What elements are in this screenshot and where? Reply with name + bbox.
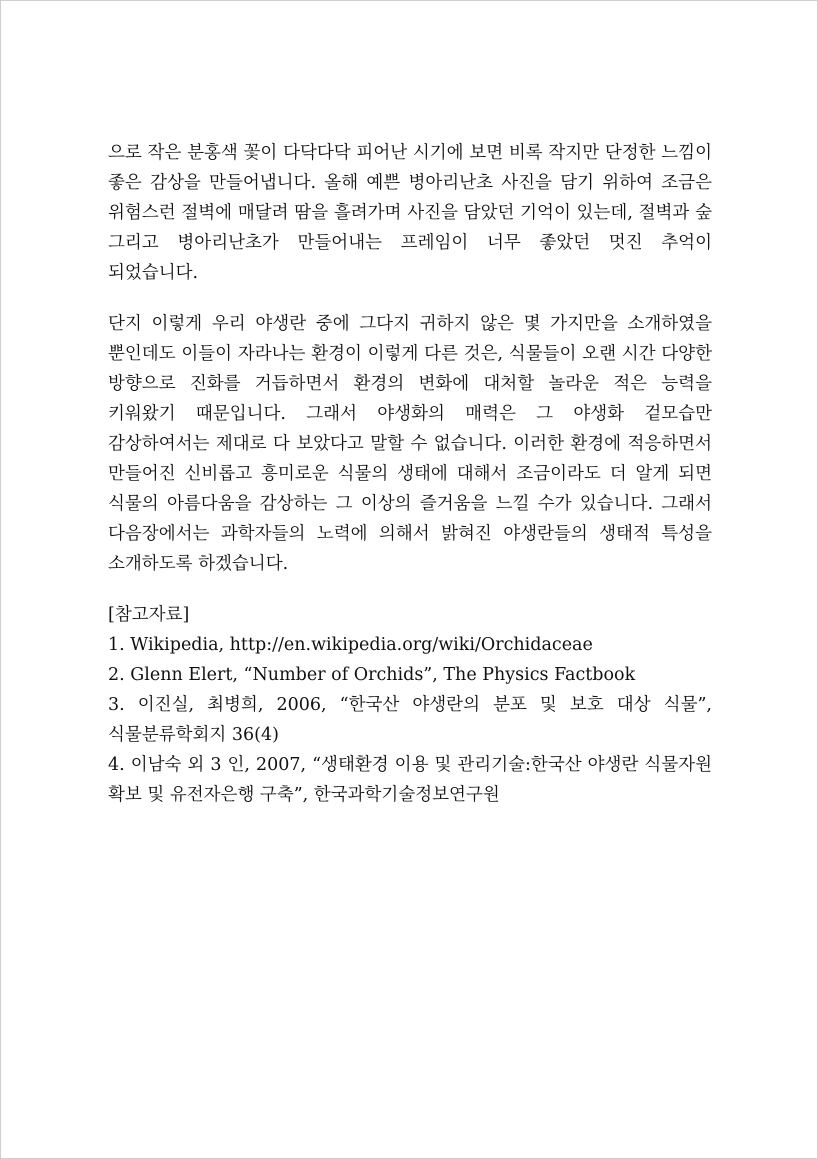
document-body — [108, 138, 712, 810]
paragraph-1: 으로 작은 분홍색 꽃이 다닥다닥 피어난 시기에 보면 비록 작지만 단정한 느낌이 좋은 감상을 만들어냅니다. 올해 예쁜 병아리난초 사진을 담기 위하여 조금은 위험스런 절벽에 매달려 땀을 흘려가며 사진을 담았던 기억이 있는데, 절벽과 숲 그리고 병아리난초가 만들어내는 프레임이 너무 좋았던 멋진 추억이 되었습니다. — [108, 143, 712, 283]
reference-item: 1. Wikipedia, http://en.wikipedia.org/wiki/Orchidaceae — [108, 635, 593, 655]
reference-item: 4. 이남숙 외 3 인, 2007, “생태환경 이용 및 관리기술:한국산 야생란 식물자원 확보 및 유전자은행 구축”, 한국과학기술정보연구원 — [108, 755, 712, 805]
reference-item: 3. 이진실, 최병희, 2006, “한국산 야생란의 분포 및 보호 대상 식물”, 식물분류학회지 36(4) — [108, 695, 712, 745]
references-section — [108, 600, 712, 810]
paragraph-2: 단지 이렇게 우리 야생란 중에 그다지 귀하지 않은 몇 가지만을 소개하였을 뿐인데도 이들이 자라나는 환경이 이렇게 다른 것은, 식물들이 오랜 시간 다양한 방향으로 진화를 거듭하면서 환경의 변화에 대처할 놀라운 적은 능력을 키워왔기 때문입니다. 그래서 야생화의 매력은 그 야생화 겉모습만 감상하여서는 제대로 다 보았다고 말할 수 없습니다. 이러한 환경에 적응하면서 만들어진 신비롭고 흥미로운 식물의 생태에 대해서 조금이라도 더 알게 되면 식물의 아름다움을 감상하는 그 이상의 즐거움을 느낄 수가 있습니다. 그래서 다음장에서는 과학자들의 노력에 의해서 밝혀진 야생란들의 생태적 특성을 소개하도록 하겠습니다. — [108, 314, 712, 574]
reference-item: 2. Glenn Elert, “Number of Orchids”, The Physics Factbook — [108, 665, 636, 685]
references-heading: [참고자료] — [108, 605, 190, 625]
references-list — [108, 630, 712, 810]
